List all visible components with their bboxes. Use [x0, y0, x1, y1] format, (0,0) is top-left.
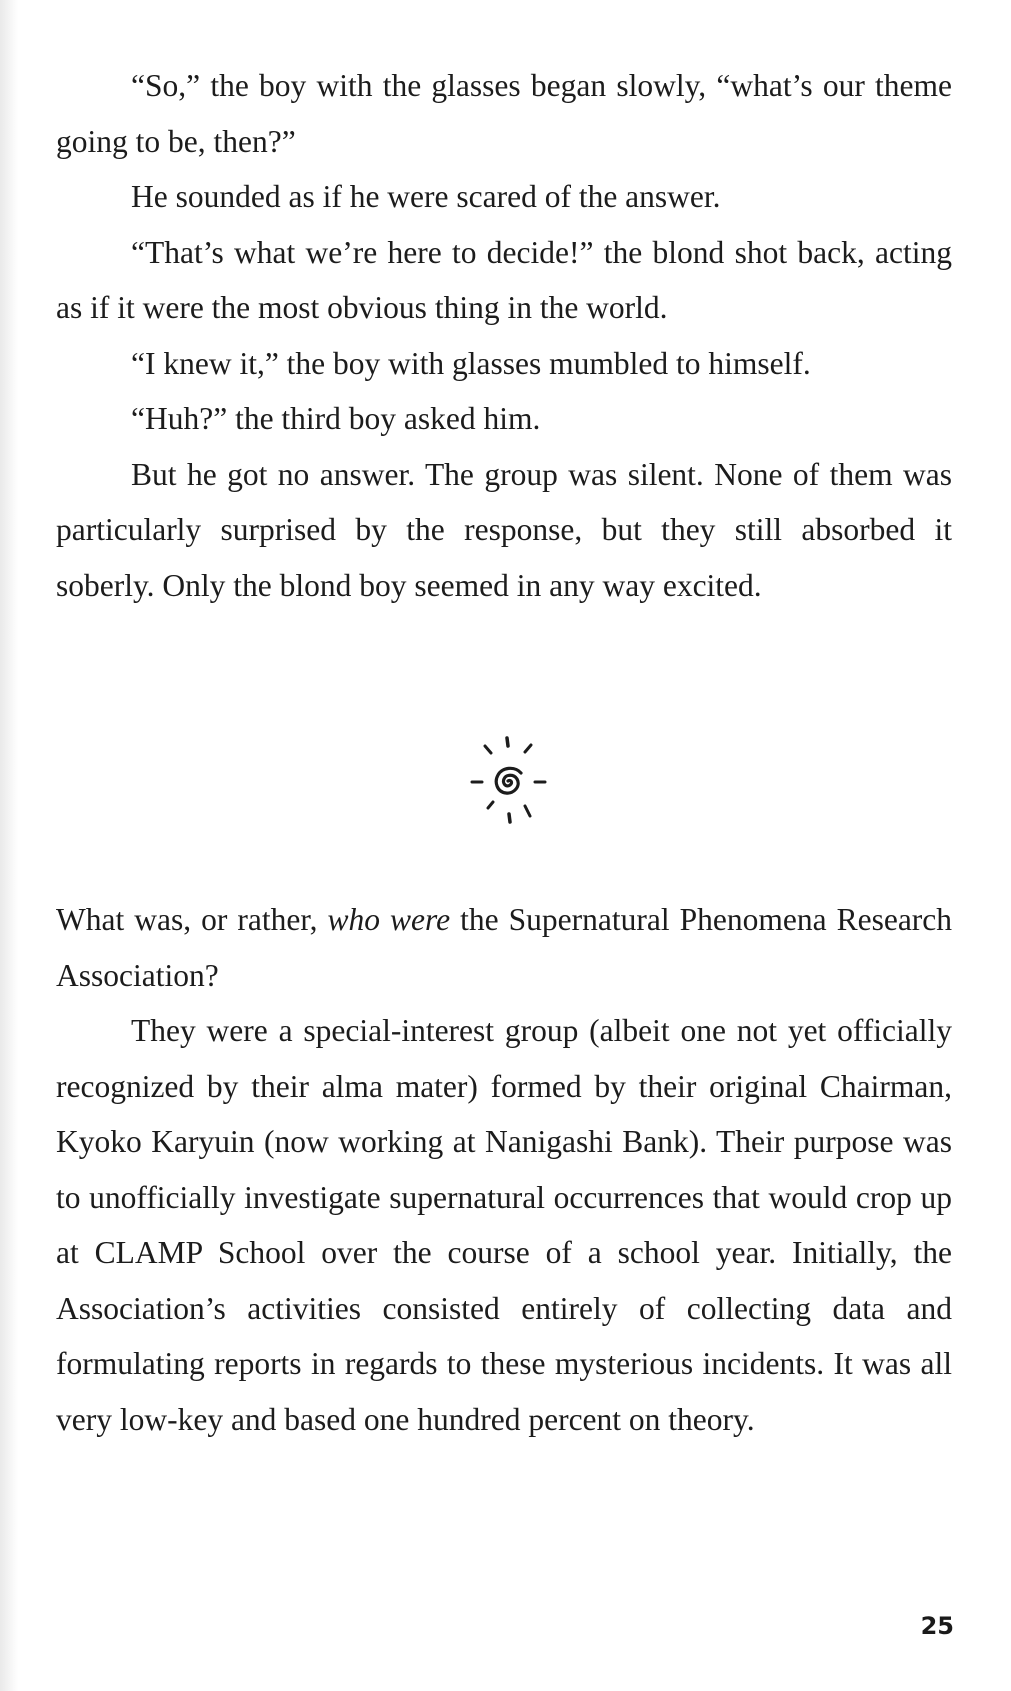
- paragraph: They were a special-interest group (albeit one not yet officially recognized by their alma mater) formed by their original Chairman, Kyoko Karyuin (now working at Nanigashi Bank). Their purpose was to unofficially investigate supernatural occurrences that would crop up at CLAMP School over the course of a school year. Initially, the Association’s activities consisted entirely of collecting data and formulating reports in regards to these mysterious incidents. It was all very low-key and based one hundred percent on theory.: [56, 1013, 952, 1437]
- paragraph: “That’s what we’re here to decide!” the blond shot back, acting as if it were the most obvious thing in the world.: [56, 234, 952, 325]
- paragraph: [56, 892, 952, 1003]
- section-one: [56, 58, 952, 613]
- paragraph: He sounded as if he were scared of the answer.: [131, 179, 721, 214]
- paragraph: “So,” the boy with the glasses began slowly, “what’s our theme going to be, then?”: [56, 68, 952, 159]
- paragraph-text: the Supernatural Phenomena Research Association?: [56, 902, 953, 993]
- page-gutter-shadow: [0, 0, 18, 1691]
- paragraph: “I knew it,” the boy with glasses mumbled to himself.: [131, 345, 811, 381]
- paragraph: “Huh?” the third boy asked him.: [131, 401, 541, 436]
- paragraph: But he got no answer. The group was silent. None of them was particularly surprised by the response, but they still absorbed it soberly. Only the blond boy seemed in any way excited.: [56, 456, 952, 603]
- section-two: [56, 892, 952, 1447]
- page-number: 25: [920, 1612, 954, 1640]
- spiral-sun-icon: [455, 730, 565, 840]
- paragraph-text: What was, or rather,: [56, 902, 328, 937]
- emphasis-text: who were: [327, 902, 451, 937]
